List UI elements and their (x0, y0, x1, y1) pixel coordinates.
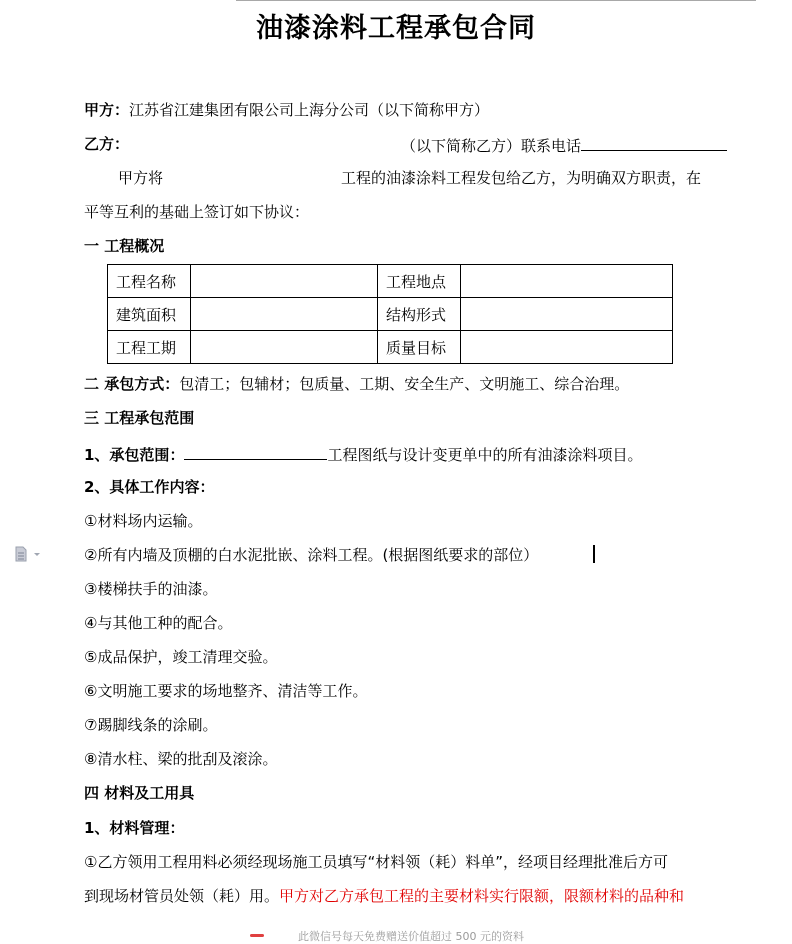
party-a-label: 甲方： (84, 101, 130, 119)
section-2-line (84, 374, 629, 394)
text-cursor (593, 545, 595, 563)
scope-line (84, 443, 642, 465)
party-b-line (84, 134, 129, 154)
section-2-text: 包清工；包辅材；包质量、工期、安全生产、文明施工、综合治理。 (179, 375, 630, 393)
intro-line-2: 平等互利的基础上签订如下协议： (84, 203, 310, 221)
work-item: ②所有内墙及顶棚的白水泥批嵌、涂料工程。(根据图纸要求的部位） (84, 546, 539, 564)
project-name-blank (184, 443, 327, 460)
top-rule (236, 0, 756, 1)
section-4-heading: 四 材料及工用具 (84, 784, 195, 802)
section-1-heading: 一 工程概况 (84, 237, 165, 255)
work-item: ⑥文明施工要求的场地整齐、清洁等工作。 (84, 682, 368, 700)
footer-faded-text: 此微信号每天免费赠送价值超过 500 元的资料 (298, 930, 524, 943)
section-2-heading: 二 承包方式： (84, 375, 180, 393)
intro-line-1b: 工程的油漆涂料工程发包给乙方，为明确双方职责，在 (341, 169, 702, 187)
intro-line-1a: 甲方将 (118, 169, 164, 187)
project-overview-table (107, 264, 673, 364)
table-cell (191, 331, 378, 364)
table-row (108, 331, 673, 364)
table-cell (461, 298, 673, 331)
table-cell: 质量目标 (378, 331, 461, 364)
paragraph-menu-icon[interactable] (14, 546, 42, 562)
materials-line-2 (84, 886, 684, 906)
scope-text: 工程图纸与设计变更单中的所有油漆涂料项目。 (327, 446, 643, 464)
materials-label: 1、材料管理： (84, 819, 185, 837)
table-row (108, 265, 673, 298)
table-cell (461, 331, 673, 364)
materials-line-2-black: 到现场材管员处领（耗）用。 (84, 887, 280, 905)
table-cell: 结构形式 (378, 298, 461, 331)
scope-label: 1、承包范围： (84, 446, 185, 464)
work-item: ④与其他工种的配合。 (84, 614, 233, 632)
work-item: ⑦踢脚线条的涂刷。 (84, 716, 218, 734)
party-a-value: 江苏省江建集团有限公司上海分公司（以下简称甲方） (129, 101, 490, 119)
work-item: ⑧清水柱、梁的批刮及滚涂。 (84, 750, 278, 768)
table-cell: 工程名称 (108, 265, 191, 298)
footer-mark (250, 934, 264, 937)
work-content-label: 2、具体工作内容： (84, 478, 215, 496)
work-item: ①材料场内运输。 (84, 512, 203, 530)
party-a-line (84, 100, 489, 120)
table-row (108, 298, 673, 331)
party-b-note-line (401, 134, 727, 156)
party-b-note: （以下简称乙方）联系电话 (401, 137, 582, 155)
phone-blank (581, 134, 727, 151)
table-cell: 工程地点 (378, 265, 461, 298)
work-item: ③楼梯扶手的油漆。 (84, 580, 218, 598)
table-cell (191, 298, 378, 331)
party-b-label: 乙方： (84, 135, 130, 153)
page-title: 油漆涂料工程承包合同 (256, 13, 536, 44)
materials-line-1: ①乙方领用工程用料必须经现场施工员填写“材料领（耗）料单”，经项目经理批准后方可 (84, 853, 668, 871)
table-cell: 建筑面积 (108, 298, 191, 331)
table-cell: 工程工期 (108, 331, 191, 364)
materials-line-2-red: 甲方对乙方承包工程的主要材料实行限额，限额材料的品种和 (279, 887, 685, 905)
table-cell (461, 265, 673, 298)
table-cell (191, 265, 378, 298)
section-3-heading: 三 工程承包范围 (84, 409, 195, 427)
work-item: ⑤成品保护，竣工清理交验。 (84, 648, 278, 666)
